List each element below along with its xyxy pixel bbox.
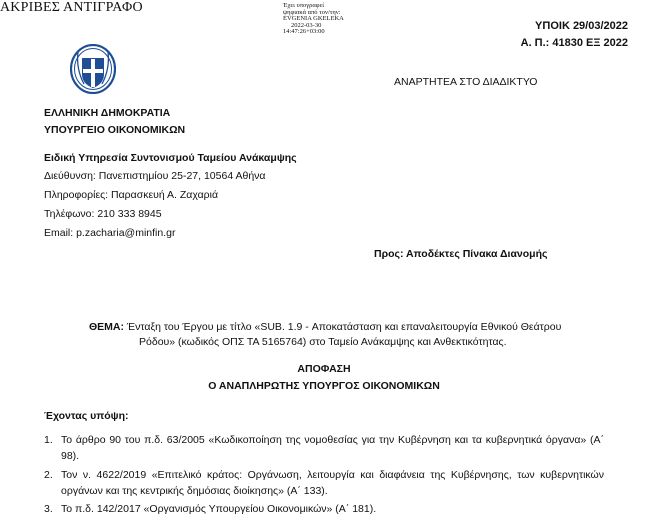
service-address: Διεύθυνση: Πανεπιστημίου 25-27, 10564 Αθήνα [44, 170, 266, 182]
greek-coat-of-arms-icon [70, 44, 116, 94]
signature-date: 2022-03-30 [291, 21, 322, 29]
signature-name: EVGENIA GKELEKA [283, 15, 344, 23]
list-item [44, 432, 604, 464]
ministry-title: ΥΠΟΥΡΓΕΙΟ ΟΙΚΟΝΟΜΙΚΩΝ [44, 124, 186, 136]
email-address: Email: p.zacharia@minfin.gr [44, 227, 176, 239]
considering-heading: Έχοντας υπόψη: [44, 410, 129, 422]
contact-person: Πληροφορίες: Παρασκευή Α. Ζαχαριά [44, 189, 219, 201]
list-item-text: Το π.δ. 142/2017 «Οργανισμός Υπουργείου Οικονομικών» (Α΄ 181). [61, 503, 377, 515]
signature-line-1: Έχει υπογραφεί [283, 2, 324, 9]
signature-time: 14:47:26+03:00 [283, 28, 325, 36]
list-item-number: 1. [44, 434, 53, 446]
list-item-text: Τον ν. 4622/2019 «Επιτελικό κράτος: Οργάνωση, λειτουργία και διαφάνεια της Κυβέρνησης, των κυβερνητικών οργάνων και της κεντρικής δημόσιας διοίκησης» (Α΄ 133). [61, 469, 604, 497]
subject-label: ΘΕΜΑ: [89, 321, 124, 333]
subject-line-1: Ένταξη του Έργου με τίτλο «SUB. 1.9 - Αποκατάσταση και επαναλειτουργία Εθνικού Θεάτρου [126, 321, 562, 333]
protocol-number [521, 18, 628, 52]
recipients-line: Προς: Αποδέκτες Πίνακα Διανομής [374, 248, 548, 260]
digital-signature-block [283, 3, 344, 36]
phone-number: Τηλέφωνο: 210 333 8945 [44, 208, 162, 220]
list-item-number: 2. [44, 469, 53, 481]
decision-authority: Ο ΑΝΑΠΛΗΡΩΤΗΣ ΥΠΟΥΡΓΟΣ ΟΙΚΟΝΟΜΙΚΩΝ [208, 380, 440, 392]
subject-block [89, 320, 611, 350]
list-item-text: Το άρθρο 90 του π.δ. 63/2005 «Κωδικοποίηση της νομοθεσίας για την Κυβέρνηση και τα κυβερνητικά όργανα» (Α΄ 98). [61, 434, 604, 462]
list-item [44, 501, 604, 517]
decision-title: ΑΠΟΦΑΣΗ [297, 363, 351, 375]
republic-title: ΕΛΛΗΝΙΚΗ ΔΗΜΟΚΡΑΤΙΑ [44, 107, 171, 119]
protocol-line-1: ΥΠΟΙΚ 29/03/2022 [535, 20, 628, 32]
signature-line-2: ψηφιακά από τον/την: [283, 8, 341, 16]
posting-notice: ΑΝΑΡΤΗΤΕΑ ΣΤΟ ΔΙΑΔΙΚΤΥΟ [394, 76, 538, 88]
subject-line-2: Ρόδου» (κωδικός ΟΠΣ ΤΑ 5165764) στο Ταμείο Ανάκαμψης και Ανθεκτικότητας. [139, 336, 507, 348]
certified-copy-stamp: ΑΚΡΙΒΕΣ ΑΝΤΙΓΡΑΦΟ [0, 0, 143, 15]
list-item [44, 467, 604, 499]
service-name: Ειδική Υπηρεσία Συντονισμού Ταμείου Ανάκαμψης [44, 152, 297, 164]
list-item-number: 3. [44, 503, 53, 515]
protocol-line-2: Α. Π.: 41830 ΕΞ 2022 [520, 37, 628, 49]
